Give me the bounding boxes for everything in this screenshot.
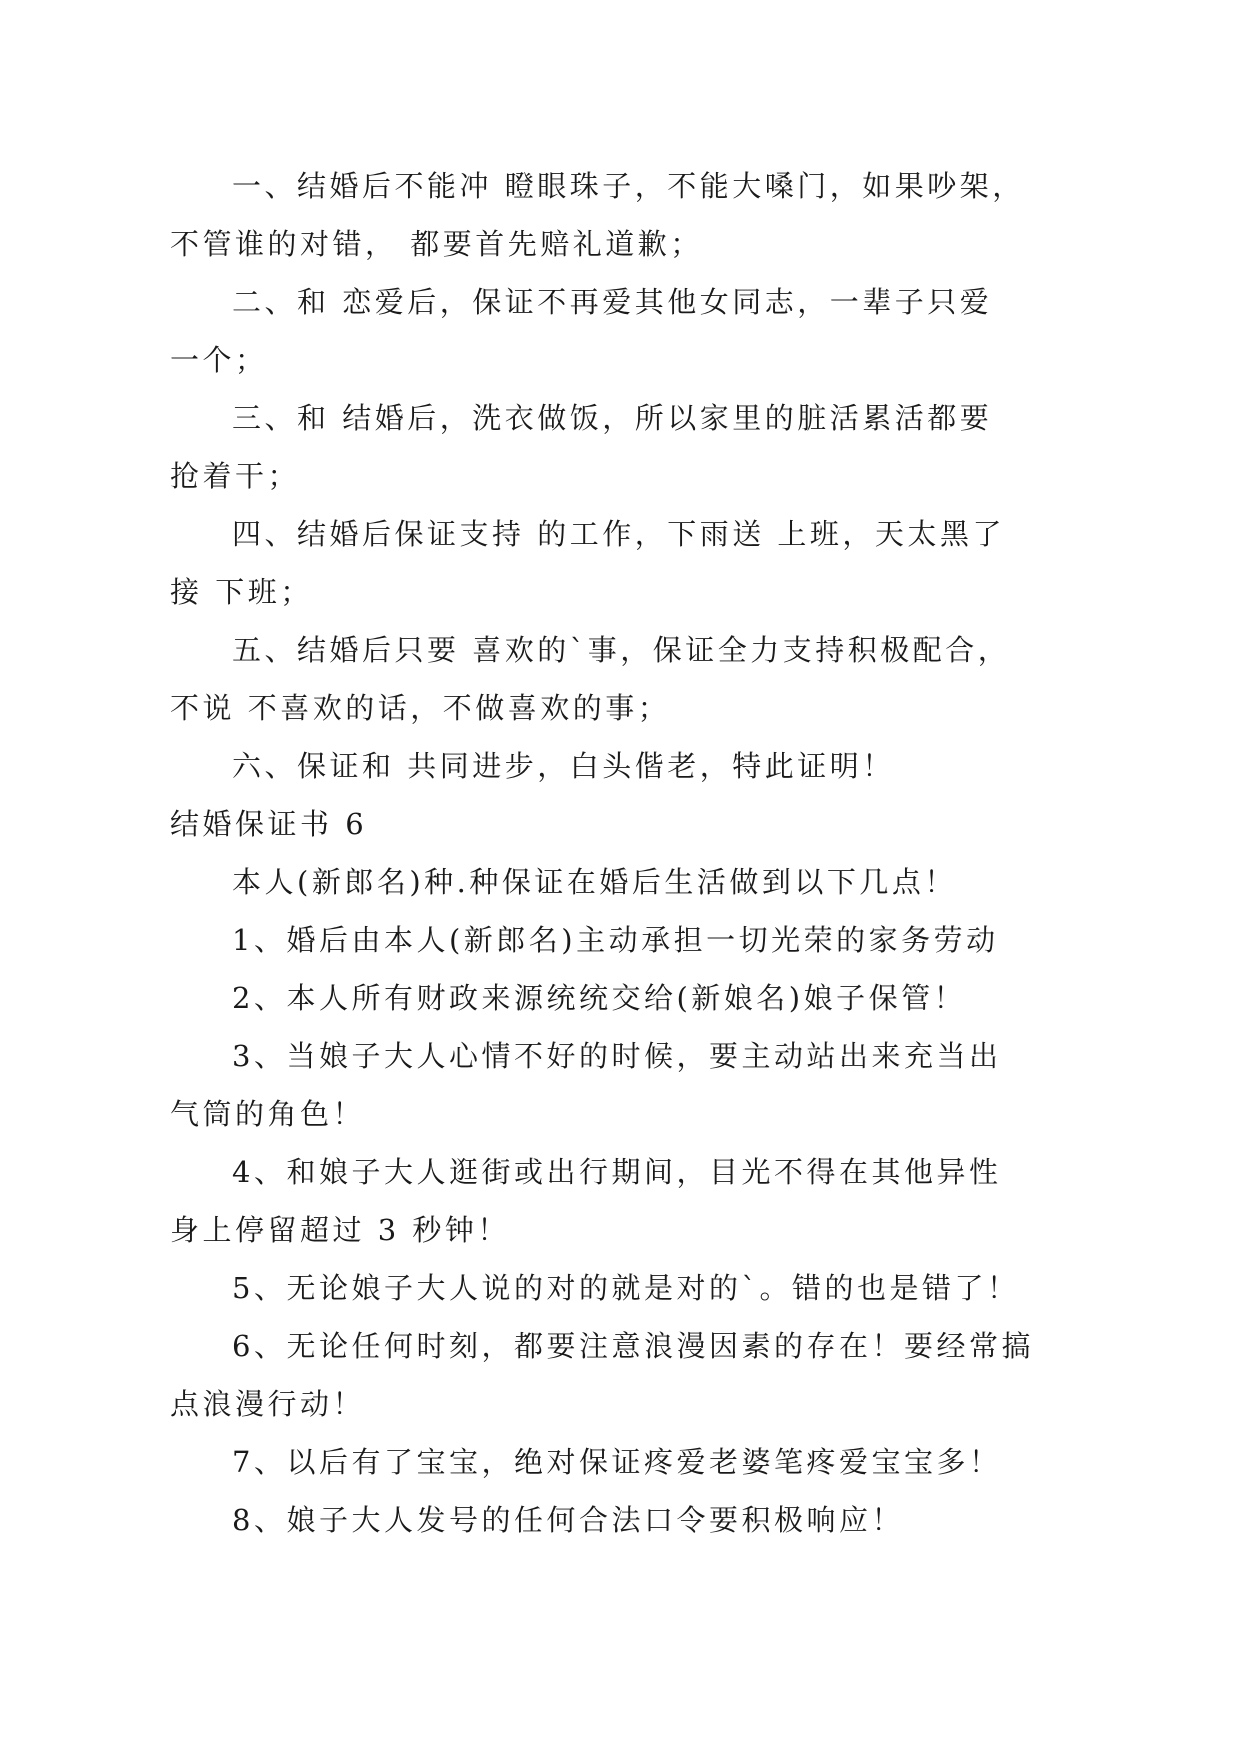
text-line: 8、娘子大人发号的任何合法口令要积极响应！: [232, 1503, 904, 1537]
text-line: 4、和娘子大人逛街或出行期间，目光不得在其他异性: [232, 1155, 1002, 1189]
text-line: 一个；: [170, 343, 268, 377]
text-line: 不管谁的对错， 都要首先赔礼道歉；: [170, 227, 703, 261]
text-line: 身上停留超过 3 秒钟！: [170, 1213, 510, 1247]
text-line: 本人(新郎名)种.种保证在婚后生活做到以下几点！: [232, 865, 957, 899]
text-line: 2、本人所有财政来源统统交给(新娘名)娘子保管！: [232, 981, 967, 1015]
text-line: 1、婚后由本人(新郎名)主动承担一切光荣的家务劳动: [232, 923, 999, 957]
text-line: 接 下班；: [170, 575, 313, 609]
text-line: 5、无论娘子大人说的对的就是对的`。错的也是错了！: [232, 1271, 1020, 1305]
text-line: 三、和 结婚后，洗衣做饭，所以家里的脏活累活都要: [232, 401, 993, 435]
text-line: 7、以后有了宝宝，绝对保证疼爱老婆笔疼爱宝宝多！: [232, 1445, 1002, 1479]
text-line: 气筒的角色！: [170, 1097, 366, 1131]
text-line: 六、保证和 共同进步，白头偕老，特此证明！: [232, 749, 895, 783]
text-line: 五、结婚后只要 喜欢的`事，保证全力支持积极配合，: [232, 633, 1011, 667]
section-heading: 结婚保证书 6: [170, 807, 368, 841]
text-line: 不说 不喜欢的话，不做喜欢的事；: [170, 691, 671, 725]
text-line: 抢着干；: [170, 459, 301, 493]
text-line: 四、结婚后保证支持 的工作，下雨送 上班，天太黑了: [232, 517, 1005, 551]
text-line: 3、当娘子大人心情不好的时候，要主动站出来充当出: [232, 1039, 1002, 1073]
text-line: 一、结婚后不能冲 瞪眼珠子，不能大嗓门，如果吵架，: [232, 169, 1025, 203]
text-line: 二、和 恋爱后，保证不再爱其他女同志，一辈子只爱: [232, 285, 993, 319]
text-line: 6、无论任何时刻，都要注意浪漫因素的存在！要经常搞: [232, 1329, 1034, 1363]
text-line: 点浪漫行动！: [170, 1387, 366, 1421]
